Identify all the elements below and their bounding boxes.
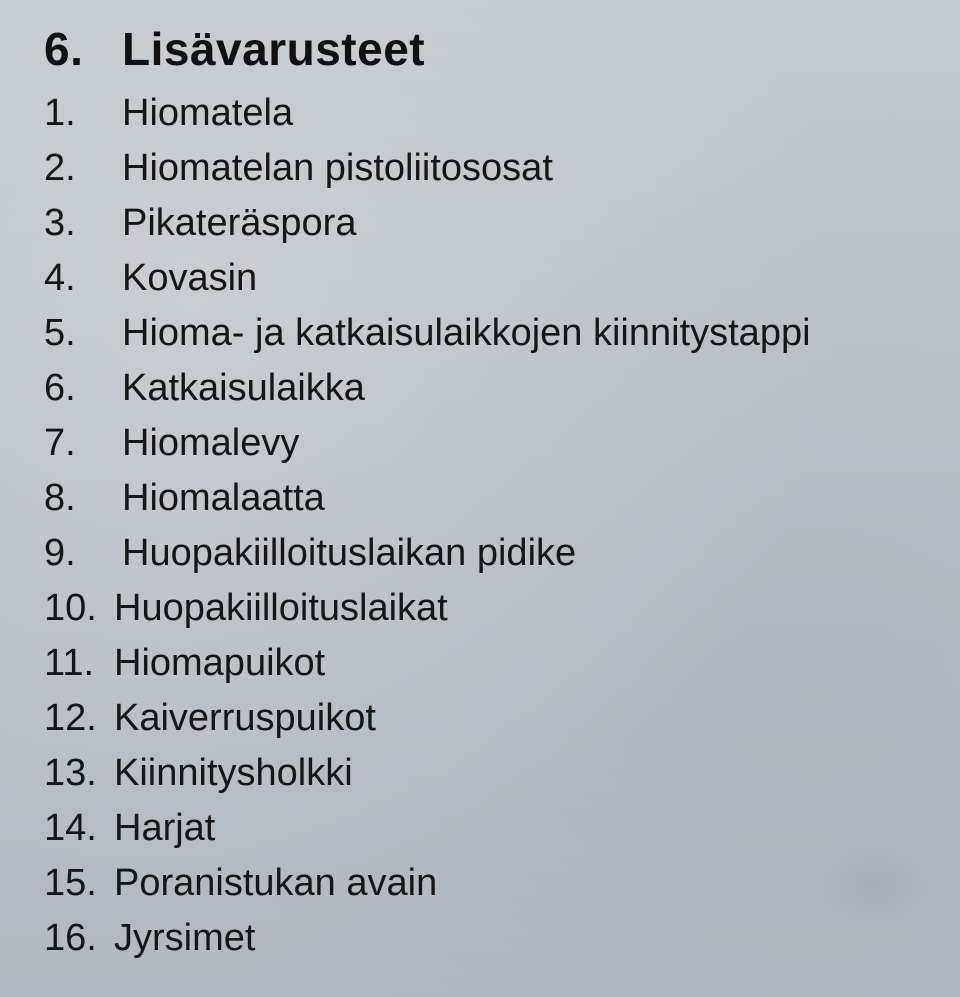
list-item bbox=[44, 911, 811, 966]
item-label: Huopakiilloituslaikat bbox=[114, 587, 448, 629]
item-number: 3. bbox=[44, 202, 76, 244]
list-item bbox=[44, 636, 811, 691]
item-label: Pikateräspora bbox=[122, 202, 357, 244]
list-item bbox=[44, 306, 811, 361]
item-number: 13. bbox=[44, 752, 97, 794]
item-label: Hiomalevy bbox=[122, 422, 300, 464]
item-number: 10. bbox=[44, 587, 97, 629]
list-item bbox=[44, 856, 811, 911]
item-label: Kaiverruspuikot bbox=[114, 697, 376, 739]
list-item bbox=[44, 141, 811, 196]
item-number: 2. bbox=[44, 147, 76, 189]
item-label: Harjat bbox=[114, 807, 216, 849]
list-item bbox=[44, 526, 811, 581]
item-label: Poranistukan avain bbox=[114, 862, 438, 904]
item-number: 12. bbox=[44, 697, 97, 739]
paper-shadow bbox=[800, 830, 950, 940]
item-number: 5. bbox=[44, 312, 76, 354]
list-item bbox=[44, 746, 811, 801]
accessory-list bbox=[44, 86, 811, 966]
item-number: 16. bbox=[44, 917, 97, 959]
section-heading bbox=[44, 22, 425, 76]
item-label: Hiomapuikot bbox=[114, 642, 326, 684]
item-label: Huopakiilloituslaikan pidike bbox=[122, 532, 577, 574]
item-number: 4. bbox=[44, 257, 76, 299]
list-item bbox=[44, 251, 811, 306]
item-number: 7. bbox=[44, 422, 76, 464]
item-label: Hioma- ja katkaisulaikkojen kiinnitystappi bbox=[122, 312, 811, 354]
item-number: 9. bbox=[44, 532, 76, 574]
list-item bbox=[44, 471, 811, 526]
list-item bbox=[44, 581, 811, 636]
list-item bbox=[44, 691, 811, 746]
item-number: 11. bbox=[44, 642, 95, 684]
item-label: Kiinnitysholkki bbox=[114, 752, 353, 794]
list-item bbox=[44, 361, 811, 416]
item-label: Hiomatelan pistoliitososat bbox=[122, 147, 553, 189]
list-item bbox=[44, 196, 811, 251]
item-label: Kovasin bbox=[122, 257, 258, 299]
item-number: 8. bbox=[44, 477, 76, 519]
list-item bbox=[44, 801, 811, 856]
item-label: Hiomalaatta bbox=[122, 477, 325, 519]
list-item bbox=[44, 416, 811, 471]
item-label: Hiomatela bbox=[122, 92, 294, 134]
item-label: Katkaisulaikka bbox=[122, 367, 365, 409]
section-number: 6. bbox=[44, 23, 84, 75]
item-number: 1. bbox=[44, 92, 76, 134]
item-number: 15. bbox=[44, 862, 97, 904]
list-item bbox=[44, 86, 811, 141]
item-number: 14. bbox=[44, 807, 97, 849]
item-label: Jyrsimet bbox=[114, 917, 256, 959]
section-title: Lisävarusteet bbox=[122, 23, 426, 75]
item-number: 6. bbox=[44, 367, 76, 409]
